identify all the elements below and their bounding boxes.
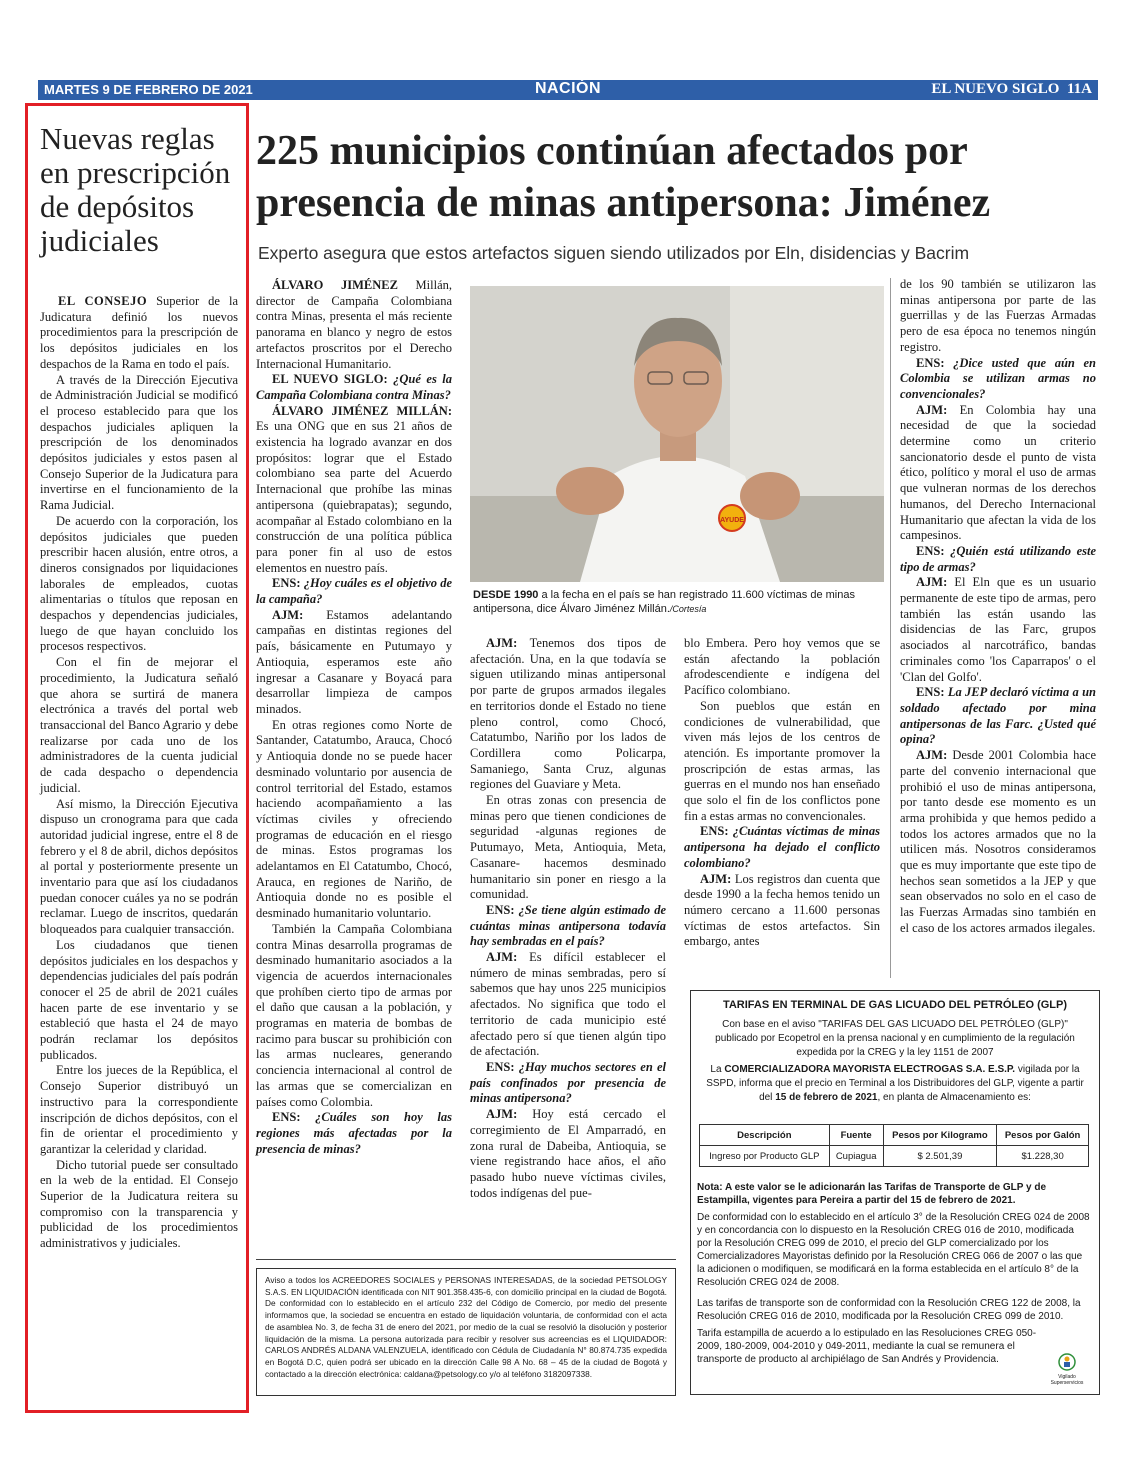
left-paragraph-1 xyxy=(40,294,238,373)
caption-lead: DESDE 1990 xyxy=(473,589,539,601)
col4-answer-1 xyxy=(900,403,1096,544)
col1-answer-1 xyxy=(256,404,452,577)
article-column-3 xyxy=(684,636,880,950)
col3-paragraph-2: Son pueblos que están en condiciones de vulnerabilidad, que viven más lejos de los centros de atención. Es importante promover la proscripción de estas armas, las guerras en el mundo nos han enseñado que solo el fin de los conflictos pone fin a estas armas no convencionales. xyxy=(684,698,880,823)
interviewer-label: ENS: xyxy=(916,543,945,558)
issue-date: MARTES 9 DE FEBRERO DE 2021 xyxy=(44,82,253,97)
col4-question-1 xyxy=(900,356,1096,403)
photo-caption xyxy=(473,588,883,616)
col4-question-3 xyxy=(900,685,1096,748)
glp-paragraph-1: De conformidad con lo establecido en el artículo 3° de la Resolución CREG 024 de 2008 y en concordancia con lo dispuesto en la Resolución CREG 016 de 2010, modificada por la Resolución CREG 099 de 2010, el precio del GLP comercializado por los Comercializadores Mayoristas definido por la Resolución CREG 066 de 2007 o las que la adicionen o modifiquen, se modificará en la forma establecida en el artículo 8° de la Resolución CREG 024 de 2008. xyxy=(697,1212,1090,1288)
interviewer-label: ENS: xyxy=(272,576,301,591)
col2-q1-text: ¿Se tiene algún estimado de cuántas minas antipersona todavía hay sembradas en el país? xyxy=(470,902,667,949)
col1-question-3 xyxy=(256,1110,452,1157)
col2-answer-1 xyxy=(470,950,666,1060)
notice-divider xyxy=(256,1259,676,1260)
left-paragraph-2: A través de la Dirección Ejecutiva de Administración Judicial se modificó el proceso establecido para que los despachos judiciales apliquen la prescripción de los denominados depósitos judiciales y estos pasen al Consejo Superior de la Judicatura para invertirse en el funcionamiento de la Rama Judicial. xyxy=(40,372,238,513)
table-cell: $ 2.501,39 xyxy=(883,1146,997,1167)
col1-a1-text: Es una ONG que en sus 21 años de existencia ha logrado avanzar en dos propósitos: lograr que el Estado colombiano sea parte del Acuerdo Internacional que prohíbe las minas antipersona (quiebrapatas); segundo, acompañar al Estado colombiano en la construcción de una política pública para poner fin al uso de estos elementos en nuestro país. xyxy=(256,419,452,575)
glp-company-statement xyxy=(703,1063,1087,1105)
col4-a3-text: Desde 2001 Colombia hace parte del convenio internacional que prohibió el uso de minas antipersona, por tanto desde ese momento es un arma prohibida y que hemos pedido a todos los actores armados que no la utilicen más. Nosotros consideramos que es muy importante que este tipo de hechos sean sometidos a la JEP y que sean observados no solo en el caso de las Fuerzas Armadas sino también en el caso de los actores armados ilegales. xyxy=(900,748,1096,935)
table-header-row xyxy=(700,1125,1089,1146)
interviewee-label: AJM: xyxy=(916,748,948,763)
glp-intro: Con base en el aviso "TARIFAS DEL GAS LICUADO DEL PETRÓLEO (GLP)" publicado por Ecopetrol en la prensa nacional y en cumplimiento de la regulación expedida por la CREG y la ley 1151 de 2007 xyxy=(715,1019,1075,1058)
col4-question-2 xyxy=(900,544,1096,575)
glp-company-text: vigilada por la SSPD, informa que el precio en Terminal a los Distribuidores del GLP, vigente a partir del xyxy=(706,1064,1084,1103)
col4-q3-text: La JEP declaró víctima a un soldado afectado por mina antipersonas de las Farc. ¿Usted qué opina? xyxy=(900,685,1096,747)
article-column-2 xyxy=(470,636,666,1201)
table-header: Descripción xyxy=(700,1125,830,1146)
interviewee-label: AJM: xyxy=(700,871,732,886)
petsology-liquidation-notice: Aviso a todos los ACREEDORES SOCIALES y PERSONAS INTERESADAS, de la sociedad PETSOLOGY S.A.S. EN LIQUIDACIÓN identificada con NIT 901.358.435-6, con domicilio principal en la ciudad de Bogotá. De conformidad con lo establecido en el artículo 232 del Código de Comercio, por medio del presente informamos que, la sociedad se encuentra en estado de liquidación voluntaria, de conformidad con el acta de asamblea No. 3, de fecha 31 de enero del 2021, por medio de la cual se resolvió la disolución y posterior liquidación de la misma. La persona autorizada para recibir y resolver sus acreencias es el LIQUIDADOR: CARLOS ANDRÉS ALDANA VALENZUELA, identificado con Cédula de Ciudadanía N° 80.874.735 expedida en Bogotá D.C, quien podrá ser ubicado en la dirección Calle 98 A No. 68 – 45 de la ciudad de Bogotá y contactado a la dirección electrónica: caldana@petsology.co y/o al teléfono 3182097338. xyxy=(256,1268,676,1396)
photo-badge-text: AYUDE xyxy=(720,517,744,524)
table-cell: Ingreso por Producto GLP xyxy=(700,1146,830,1167)
col1-q1-text: ¿Qué es la Campaña Colombiana contra Minas? xyxy=(256,372,453,402)
table-cell: $1.228,30 xyxy=(997,1146,1089,1167)
interviewer-label: ENS: xyxy=(486,1059,515,1074)
glp-paragraph-3: Tarifa estampilla de acuerdo a lo estipulado en las Resoluciones CREG 050-2009, 180-2009, 004-2010 y 049-2011, mediante la cual se remunera el transporte de producto al archipiélago de San Andrés y Providencia. xyxy=(697,1328,1037,1365)
left-paragraph-6: Los ciudadanos que tienen depósitos judiciales en los despachos y dependencias judiciales del país podrán conocer el 25 de abril de 2021 cuáles hacen parte de ese inventario y se estableció que hasta el 24 de mayo podrán reclamar los depósitos publicados. xyxy=(40,937,238,1062)
lead-caps: EL CONSEJO xyxy=(58,294,148,308)
article-column-1 xyxy=(256,278,452,1157)
col2-paragraph-2: En otras zonas con presencia de minas pero que tienen condiciones de seguridad -algunas regiones de Putumayo, Meta, Antioquia, Meta, Casanare- hacemos desminado humanitario sin poner en riesgo a la comunidad. xyxy=(470,793,666,902)
table-header: Pesos por Kilogramo xyxy=(883,1125,997,1146)
left-paragraph-4: Con el fin de mejorar el procedimiento, la Judicatura señaló que ahora se surtirá de manera electrónica a través del portal web transaccional del Banco Agrario y debe realizarse por cada uno de los administradores de la cuenta judicial de cada despacho o dependencia judicial. xyxy=(40,655,238,795)
col1-answer-2 xyxy=(256,608,452,718)
section-name: NACIÓN xyxy=(534,80,602,97)
glp-price-table xyxy=(699,1124,1089,1167)
col3-question-1 xyxy=(684,824,880,871)
left-paragraph-8: Dicho tutorial puede ser consultado en la web de la entidad. El Consejo Superior de la Judicatura reitera su compromiso con la transparencia y publicidad de los procedimientos administrativos y judiciales. xyxy=(40,1157,238,1251)
col1-paragraph-4: También la Campaña Colombiana contra Minas desarrolla programas de desminado humanitario asociados a la vigencia de acuerdos internacionales que prohíben cierto tipo de armas por el daño que causan a la población, y programas en materia de bombas de racimo para buscar su prohibición con las armas nucleares, generando conciencia internacional al control de las armas que se comercializan en países como Colombia. xyxy=(256,921,452,1109)
col4-paragraph-1: de los 90 también se utilizaron las minas antipersona por parte de las guerrillas y de las Fuerzas Armadas pero de esa época no tenemos ningún registro. xyxy=(900,277,1096,354)
col4-a2-text: El Eln que es un usuario permanente de este tipo de armas, pero también las están usando las disidencias de las Farc, grupos asociados al narcotráfico, bandas criminales como 'los Caparrapos' o el 'Clan del Golfo'. xyxy=(900,575,1096,684)
interviewer-label: ENS: xyxy=(486,902,515,917)
publication-title: EL NUEVO SIGLO xyxy=(931,81,1060,97)
glp-company-lead: La xyxy=(710,1064,722,1075)
superservicios-logo xyxy=(1045,1353,1089,1386)
col3-q1-text: ¿Cuántas víctimas de minas antipersona ha dejado el conflicto colombiano? xyxy=(684,824,881,870)
glp-note: Nota: A este valor se le adicionarán las Tarifas de Transporte de GLP y de Estampilla, vigentes para Pereira a partir del 15 de febrero de 2021. xyxy=(697,1182,1047,1206)
article-column-4 xyxy=(900,277,1096,937)
col2-a-text: Tenemos dos tipos de afectación. Una, en la que todavía se siguen utilizando minas antipersonal por parte de grupos armados ilegales en territorios donde el Estado no tiene pleno control, como Chocó, Catatumbo, Nariño por los lados de Cordillera como Policarpa, Samaniego, Santa Cruz, algunas regiones del Guaviare y Meta. xyxy=(470,636,667,792)
glp-company-name: COMERCIALIZADORA MAYORISTA ELECTROGAS S.A. E.S.P. xyxy=(724,1064,1016,1075)
col4-answer-3 xyxy=(900,748,1096,936)
col3-paragraph-1: blo Embera. Pero hoy vemos que se están afectando la población afrodescendiente e indígena del Pacífico colombiano. xyxy=(684,636,880,698)
left-paragraph-7: Entre los jueces de la República, el Consejo Superior distribuyó un instructivo para la correspondiente inscripción de dichos depósitos, con el fin de orientar el procedimiento y garantizar la celeridad y claridad. xyxy=(40,1063,238,1156)
col4-q1-text: ¿Dice usted que aún en Colombia se utilizan armas no convencionales? xyxy=(900,355,1096,401)
left-paragraph-5: Así mismo, la Dirección Ejecutiva dispuso un cronograma para que cada autoridad judicial ingrese, entre el 8 de febrero y el 8 de abril, dichos depósitos al portal y posteriormente presente un inventario para que así los ciudadanos puedan conocer cuáles ya no se podrán reclamar. Luego de inscritos, quedarán bloqueados para cualquier transacción. xyxy=(40,796,238,937)
col1-question-1 xyxy=(256,372,452,403)
publication-name xyxy=(931,81,1092,98)
glp-tariff-notice xyxy=(690,990,1100,1395)
table-header: Fuente xyxy=(829,1125,883,1146)
intro-name: ÁLVARO JIMÉNEZ xyxy=(272,278,398,292)
col1-paragraph-3: En otras regiones como Norte de Santander, Catatumbo, Arauca, Chocó y Antioquia donde no se puede hacer desminado voluntario por ausencia de control territorial del Estado, estamos haciendo acompañamiento a las víctimas civiles y ofreciendo programas de educación en el riesgo de minas. Estos programas los adelantamos en El Catatumbo, Chocó, Arauca, en regiones de Nariño, de Antioquia donde no es posible el desminado humanitario voluntario. xyxy=(256,717,452,921)
glp-company-tail: , en planta de Almacenamiento es: xyxy=(877,1092,1031,1103)
page-number: 11A xyxy=(1066,81,1092,97)
col1-intro-text: Millán, director de Campaña Colombiana contra Minas, presenta el más reciente panorama en blanco y negro de estos artefactos proscritos por el Derecho Internacional Humanitario. xyxy=(256,278,452,371)
col4-q2-text: ¿Quién está utilizando este tipo de armas? xyxy=(900,543,1097,574)
interviewee-label: AJM: xyxy=(486,636,518,650)
column-divider xyxy=(890,278,891,978)
left-article-title: Nuevas reglas en prescripción de depósitos judiciales xyxy=(40,121,231,258)
interviewer-label: ENS: xyxy=(700,824,729,839)
col2-a2-text: Hoy está cercado el corregimiento de El Amparradó, en zona rural de Dabeiba, Antioquia, se viene registrando hace años, el año pasado hubo nueve víctimas civiles, todos indígenas del pue- xyxy=(470,1107,667,1200)
interviewee-photo xyxy=(470,286,884,582)
interviewee-label: AJM: xyxy=(486,1107,518,1122)
caption-text: a la fecha en el país se han registrado 11.600 víctimas de minas antipersona, dice Álvaro Jiménez Millán. xyxy=(473,589,855,615)
col2-question-2 xyxy=(470,1060,666,1107)
photo-illustration xyxy=(470,286,884,582)
col4-answer-2 xyxy=(900,575,1096,685)
col1-q2-text: ¿Hoy cuáles es el objetivo de la campaña? xyxy=(256,576,453,607)
interviewer-label: ENS: xyxy=(272,1110,301,1125)
page-header-band xyxy=(38,80,1098,100)
main-subhead: Experto asegura que estos artefactos siguen siendo utilizados por Eln, disidencias y Bacrim xyxy=(258,243,970,263)
table-cell: Cupiagua xyxy=(829,1146,883,1167)
interviewee-label: AJM: xyxy=(916,575,948,590)
interviewer-label: ENS: xyxy=(916,355,945,370)
col3-a1-text: Los registros dan cuenta que desde 1990 a la fecha hemos tenido un número cercano a 11.600 personas víctimas de estos artefactos. Sin embargo, antes xyxy=(684,871,881,949)
col1-a2-text: Estamos adelantando campañas en distintas regiones del país, básicamente en Putumayo y Antioquia, esperamos este año ingresar a Casanare y Boyacá para desarrollar limpieza de campos minados. xyxy=(256,607,452,716)
col1-q3-text: ¿Cuáles son hoy las regiones más afectadas por la presencia de minas? xyxy=(256,1110,452,1156)
interviewee-label: AJM: xyxy=(916,402,948,417)
col2-answer-0 xyxy=(470,636,666,793)
glp-title: TARIFAS EN TERMINAL DE GAS LICUADO DEL PETRÓLEO (GLP) xyxy=(722,999,1068,1011)
table-header: Pesos por Galón xyxy=(997,1125,1089,1146)
col2-a1-text: Es difícil establecer el número de minas sembradas, pero sí sabemos que hay unos 225 municipios afectados. No significa que todo el territorio de cada municipio esté afectado pero sí que tienen algún tipo de afectación. xyxy=(470,950,667,1059)
col3-answer-1 xyxy=(684,872,880,951)
col2-answer-2 xyxy=(470,1107,666,1201)
interviewer-label: EL NUEVO SIGLO: xyxy=(272,372,388,387)
left-paragraph-3: De acuerdo con la corporación, los depósitos judiciales que pueden prescribir hacen alusión, entre otros, a dineros consignados por liquidaciones laborales de empleados, cuotas alimentarias o títulos que reposan en despachos y dependencias judiciales, luego de que hayan concluido los procesos respectivos. xyxy=(40,513,238,654)
interviewee-label: ÁLVARO JIMÉNEZ MILLÁN: xyxy=(272,403,452,418)
interviewer-label: ENS: xyxy=(916,685,945,700)
left-article-body xyxy=(40,294,238,1252)
col1-question-2 xyxy=(256,576,452,607)
glp-paragraph-2: Las tarifas de transporte son de conformidad con la Resolución CREG 122 de 2008, la Resolución CREG 016 de 2010, modificada por la Resolución CREG 099 de 2010. xyxy=(697,1298,1081,1322)
col1-intro xyxy=(256,278,452,372)
col2-q2-text: ¿Hay muchos sectores en el país confinados por presencia de minas antipersona? xyxy=(470,1059,667,1106)
interviewee-label: AJM: xyxy=(272,607,304,622)
table-row xyxy=(700,1146,1089,1167)
col4-a1-text: En Colombia hay una necesidad de que la sociedad determine como un criterio sancionatorio desde el punto de vista ético, político y moral el uso de armas que vulneran normas de los derechos humanos, del Derecho Internacional Humanitario que afectan la vida de los campesinos. xyxy=(900,402,1097,543)
interviewee-label: AJM: xyxy=(486,950,518,965)
superservicios-label: Vigilado Superservicios xyxy=(1050,1374,1084,1386)
photo-credit: /Cortesía xyxy=(669,604,707,614)
main-headline: 225 municipios continúan afectados por presencia de minas antipersona: Jiménez xyxy=(256,128,991,226)
glp-effective-date: 15 de febrero de 2021 xyxy=(775,1092,878,1103)
left-p1-text: Superior de la Judicatura definió los nuevos procedimientos para la prescripción de los depósitos judiciales en los despachos de la Rama en todo el país. xyxy=(40,294,239,371)
col2-question-1 xyxy=(470,903,666,950)
superservicios-icon xyxy=(1058,1353,1076,1371)
